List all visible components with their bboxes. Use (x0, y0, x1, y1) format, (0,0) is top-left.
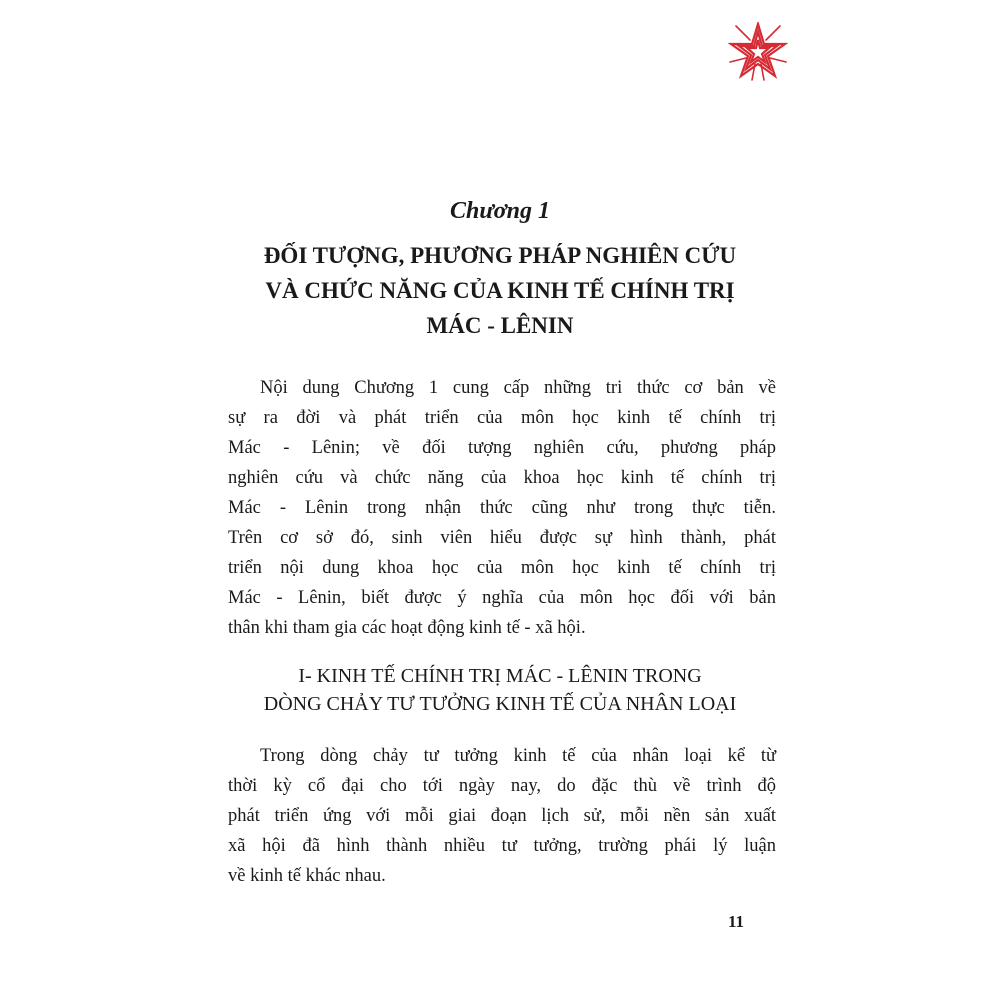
chapter-title-line: ĐỐI TƯỢNG, PHƯƠNG PHÁP NGHIÊN CỨU (263, 243, 737, 268)
paragraph-line: về kinh tế khác nhau. (228, 866, 386, 886)
section-heading-line: I- KINH TẾ CHÍNH TRỊ MÁC - LÊNIN TRONG (298, 665, 702, 687)
star-emblem-icon (728, 22, 788, 82)
paragraph-line: Trên cơ sở đó, sinh viên hiểu được sự hình thành, phát (228, 528, 776, 548)
paragraph-line: nghiên cứu và chức năng của khoa học kinh tế chính trị (228, 468, 776, 488)
chapter-title-line: MÁC - LÊNIN (426, 313, 574, 338)
paragraph-line: Mác - Lênin; về đối tượng nghiên cứu, phương pháp (228, 438, 776, 458)
intro-paragraph (228, 373, 776, 643)
paragraph-line: Mác - Lênin trong nhận thức cũng như trong thực tiễn. (228, 498, 776, 518)
paragraph-line: sự ra đời và phát triển của môn học kinh tế chính trị (228, 408, 776, 428)
chapter-title-line: VÀ CHỨC NĂNG CỦA KINH TẾ CHÍNH TRỊ (265, 278, 735, 303)
chapter-label: Chương 1 (450, 198, 550, 224)
paragraph-line: Nội dung Chương 1 cung cấp những tri thức cơ bản về (260, 378, 776, 398)
page-number: 11 (727, 912, 744, 931)
section-heading-line: DÒNG CHẢY TƯ TƯỞNG KINH TẾ CỦA NHÂN LOẠI (263, 693, 737, 715)
paragraph-line: phát triển ứng với mỗi giai đoạn lịch sử, mỗi nền sản xuất (228, 806, 776, 826)
body-paragraph (228, 741, 776, 891)
paragraph-line: xã hội đã hình thành nhiều tư tưởng, trường phái lý luận (228, 836, 776, 856)
chapter-title (230, 238, 770, 343)
paragraph-line: thời kỳ cổ đại cho tới ngày nay, do đặc thù về trình độ (228, 776, 776, 796)
paragraph-line: Trong dòng chảy tư tưởng kinh tế của nhân loại kể từ (260, 746, 776, 766)
paragraph-line: triển nội dung khoa học của môn học kinh tế chính trị (228, 558, 776, 578)
paragraph-line: thân khi tham gia các hoạt động kinh tế - xã hội. (228, 618, 586, 638)
section-heading (220, 662, 780, 718)
paragraph-line: Mác - Lênin, biết được ý nghĩa của môn học đối với bản (228, 588, 776, 608)
